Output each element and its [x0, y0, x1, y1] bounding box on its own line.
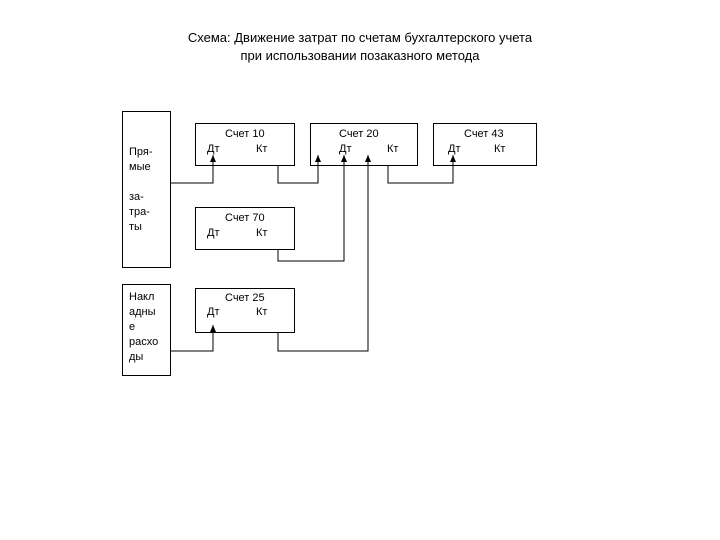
diagram-title-line-1: Схема: Движение затрат по счетам бухгалтерского учета [187, 30, 533, 45]
account-70-credit-label: Кт [256, 227, 268, 239]
account-70-name: Счет 70 [225, 212, 265, 224]
direct-costs-line: ты [129, 221, 142, 233]
overhead-costs-line: ды [129, 351, 144, 363]
account-10-credit-label: Кт [256, 143, 268, 155]
account-25-name: Счет 25 [225, 292, 265, 304]
flow-account-70-to-account-20 [278, 155, 344, 261]
direct-costs-line: мые [129, 161, 151, 173]
direct-costs-line: за- [129, 191, 144, 203]
arrowhead-icon [365, 155, 371, 162]
overhead-costs-line: Накл [129, 291, 155, 303]
arrowhead-icon [450, 155, 456, 162]
arrowhead-icon [341, 155, 347, 162]
diagram-title-line-2: при использовании позаказного метода [240, 48, 480, 63]
account-10-debit-label: Дт [207, 143, 220, 155]
account-25-credit-label: Кт [256, 306, 268, 318]
account-20-credit-label: Кт [387, 143, 399, 155]
account-43-credit-label: Кт [494, 143, 506, 155]
arrowhead-icon [210, 325, 216, 332]
direct-costs-line: тра- [129, 206, 150, 218]
account-20-debit-label: Дт [339, 143, 352, 155]
flow-direct-costs-to-account-10 [171, 155, 213, 183]
overhead-costs-line: е [129, 321, 136, 333]
flow-account-20-to-account-43 [388, 155, 453, 183]
overhead-costs-line: расхо [129, 336, 159, 348]
account-25-debit-label: Дт [207, 306, 220, 318]
arrowhead-icon [315, 155, 321, 162]
account-20-name: Счет 20 [339, 128, 379, 140]
overhead-costs-line: адны [129, 306, 156, 318]
flow-account-10-to-account-20 [278, 155, 318, 183]
account-70-debit-label: Дт [207, 227, 220, 239]
flow-account-25-to-account-20 [278, 155, 368, 351]
account-43-name: Счет 43 [464, 128, 504, 140]
arrowhead-icon [210, 155, 216, 162]
direct-costs-line: Пря- [129, 146, 153, 158]
account-10-name: Счет 10 [225, 128, 265, 140]
account-43-debit-label: Дт [448, 143, 461, 155]
flow-overhead-to-account-25 [171, 325, 213, 351]
